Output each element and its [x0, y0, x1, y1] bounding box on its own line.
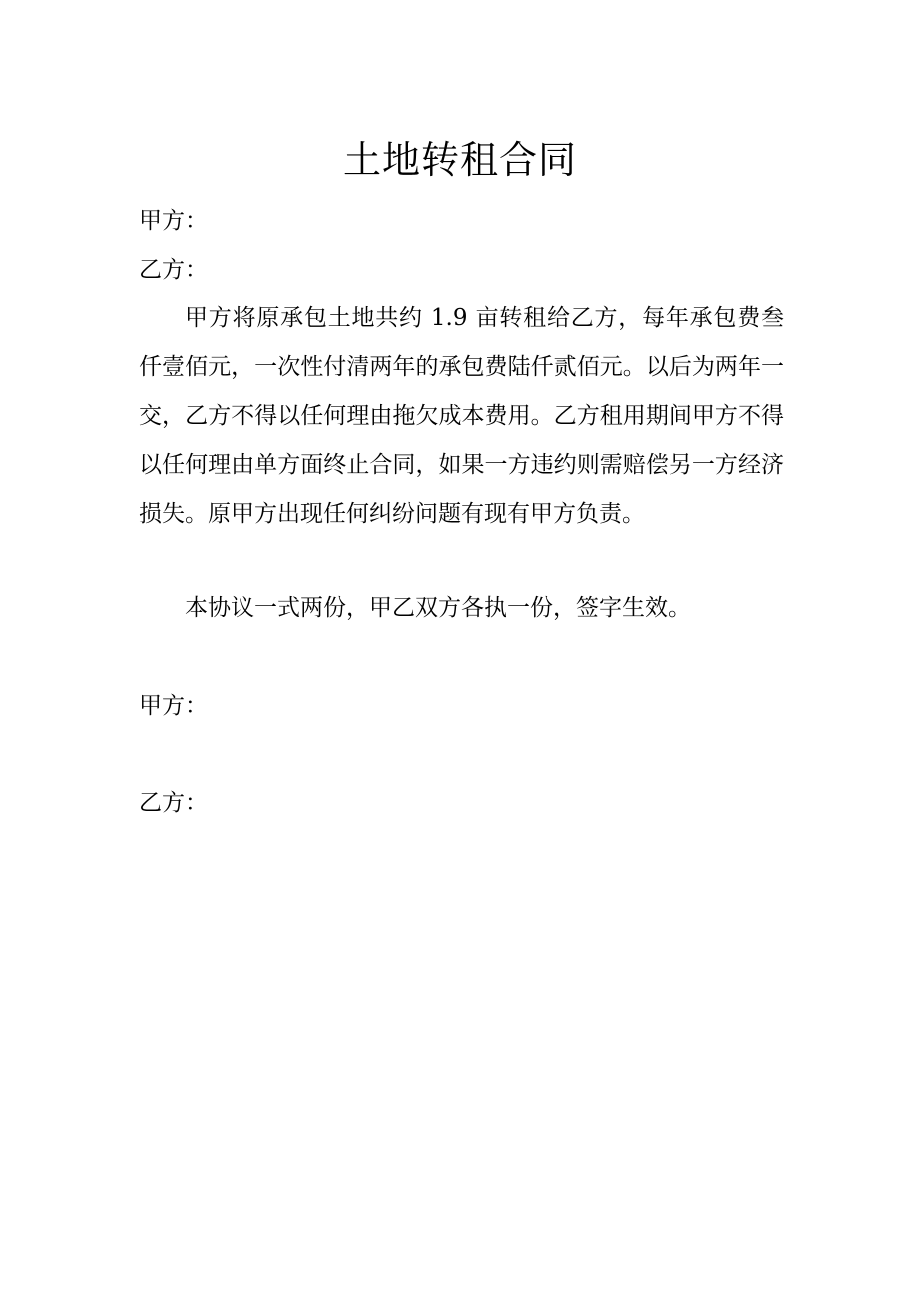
signature-party-b-label: 乙方： [139, 790, 208, 816]
signature-party-a-label: 甲方： [139, 693, 208, 719]
contract-body-paragraph: 甲方将原承包土地共约 1.9 亩转租给乙方，每年承包费叁仟壹佰元，一次性付清两年的承包费陆仟贰佰元。以后为两年一交，乙方不得以任何理由拖欠成本费用。乙方租用期间甲方不得以任何理由单方面终止合同，如果一方违约则需赔偿另一方经济损失。原甲方出现任何纠纷问题有现有甲方负责。 [139, 305, 784, 527]
party-b-label: 乙方： [139, 257, 208, 283]
agreement-paragraph: 本协议一式两份，甲乙双方各执一份，签字生效。 [185, 595, 691, 621]
party-a-label: 甲方： [139, 208, 208, 234]
contract-title: 土地转租合同 [342, 138, 577, 182]
